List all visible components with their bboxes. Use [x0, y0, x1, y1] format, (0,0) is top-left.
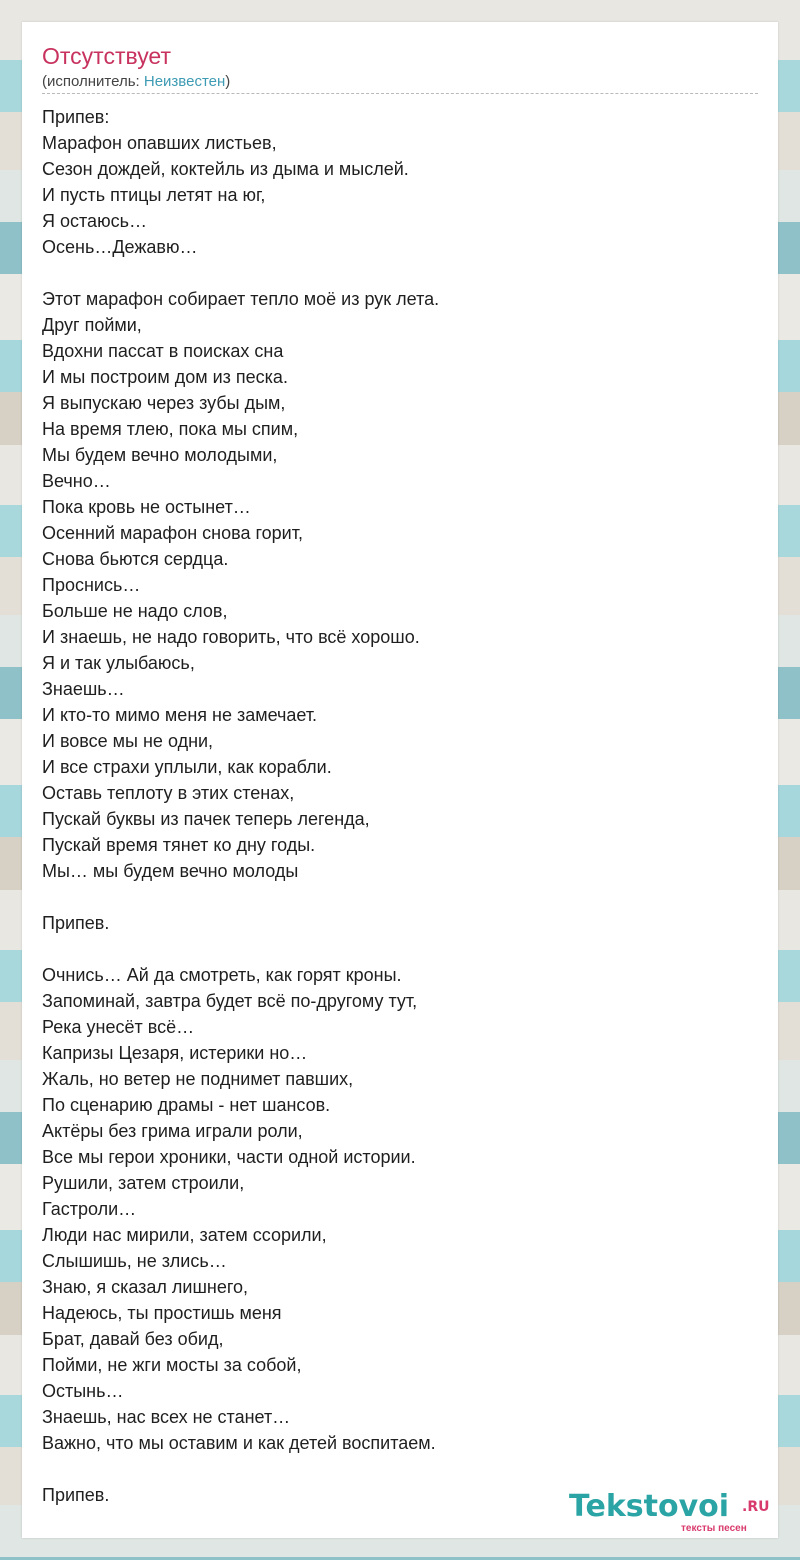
lyric-line: Знаю, я сказал лишнего, [42, 1277, 249, 1297]
header-divider [42, 93, 758, 94]
lyric-line: Я выпускаю через зубы дым, [42, 393, 286, 413]
lyric-line: Марафон опавших листьев, [42, 133, 277, 153]
lyric-line: И кто-то мимо меня не замечает. [42, 705, 318, 725]
site-logo[interactable] [569, 1490, 779, 1534]
lyric-line: Рушили, затем строили, [42, 1173, 245, 1193]
lyric-blank-line [42, 1456, 758, 1482]
lyric-line: Слышишь, не злись… [42, 1251, 227, 1271]
lyric-line: Вдохни пассат в поисках сна [42, 341, 284, 361]
lyric-line: И мы построим дом из песка. [42, 367, 288, 387]
lyric-line: И пусть птицы летят на юг, [42, 185, 266, 205]
lyric-line: На время тлею, пока мы спим, [42, 419, 299, 439]
lyric-line: Мы будем вечно молодыми, [42, 445, 278, 465]
lyric-blank-line [42, 260, 758, 286]
lyric-line: И вовсе мы не одни, [42, 731, 214, 751]
lyric-line: Все мы герои хроники, части одной истории. [42, 1147, 416, 1167]
lyric-line: Друг пойми, [42, 315, 142, 335]
artist-line [42, 72, 230, 92]
song-title: Отсутствует [42, 43, 171, 69]
lyric-line: Больше не надо слов, [42, 601, 228, 621]
lyric-line: Вечно… [42, 471, 111, 491]
lyric-line: Пойми, не жги мосты за собой, [42, 1355, 302, 1375]
lyric-line: И знаешь, не надо говорить, что всё хорошо. [42, 627, 420, 647]
lyric-line: И все страхи уплыли, как корабли. [42, 757, 332, 777]
lyric-line: Надеюсь, ты простишь меня [42, 1303, 282, 1323]
lyric-line: Актёры без грима играли роли, [42, 1121, 303, 1141]
lyric-blank-line [42, 936, 758, 962]
lyric-line: Брат, давай без обид, [42, 1329, 224, 1349]
lyric-line: Осенний марафон снова горит, [42, 523, 303, 543]
lyric-line: Я и так улыбаюсь, [42, 653, 195, 673]
logo-tagline: тексты песен [681, 1523, 747, 1534]
lyric-blank-line [42, 884, 758, 910]
lyrics-text [42, 104, 758, 1508]
lyric-line: Запоминай, завтра будет всё по-другому тут, [42, 991, 418, 1011]
lyric-line: Очнись… Ай да смотреть, как горят кроны. [42, 965, 402, 985]
lyric-line: Сезон дождей, коктейль из дыма и мыслей. [42, 159, 409, 179]
lyric-line: Оставь теплоту в этих стенах, [42, 783, 295, 803]
lyric-line: Пускай время тянет ко дну годы. [42, 835, 316, 855]
lyric-line: Осень…Дежавю… [42, 237, 198, 257]
lyric-line: Знаешь, нас всех не станет… [42, 1407, 291, 1427]
lyric-line: Важно, что мы оставим и как детей воспитаем. [42, 1433, 436, 1453]
lyrics-card [22, 22, 778, 1538]
lyric-line: Капризы Цезаря, истерики но… [42, 1043, 308, 1063]
logo-brand: Tekstovoi [569, 1489, 730, 1524]
lyric-line: Проснись… [42, 575, 141, 595]
lyric-line: Мы… мы будем вечно молоды [42, 861, 299, 881]
lyric-line: Припев. [42, 913, 110, 933]
lyric-line: Жаль, но ветер не поднимет павших, [42, 1069, 354, 1089]
lyric-line: Этот марафон собирает тепло моё из рук лета. [42, 289, 440, 309]
logo-tld: .RU [742, 1499, 770, 1515]
lyric-line: Припев. [42, 1485, 110, 1505]
lyric-line: Пускай буквы из пачек теперь легенда, [42, 809, 370, 829]
lyric-line: По сценарию драмы - нет шансов. [42, 1095, 331, 1115]
lyric-line: Знаешь… [42, 679, 125, 699]
lyric-line: Остынь… [42, 1381, 124, 1401]
lyric-line: Люди нас мирили, затем ссорили, [42, 1225, 327, 1245]
artist-suffix: ) [225, 73, 231, 90]
lyric-line: Река унесёт всё… [42, 1017, 195, 1037]
lyric-line: Припев: [42, 107, 110, 127]
lyric-line: Я остаюсь… [42, 211, 147, 231]
lyric-line: Снова бьются сердца. [42, 549, 229, 569]
artist-prefix: (исполнитель: [42, 73, 144, 90]
artist-link[interactable]: Неизвестен [143, 73, 226, 90]
lyric-line: Гастроли… [42, 1199, 137, 1219]
lyric-line: Пока кровь не остынет… [42, 497, 251, 517]
